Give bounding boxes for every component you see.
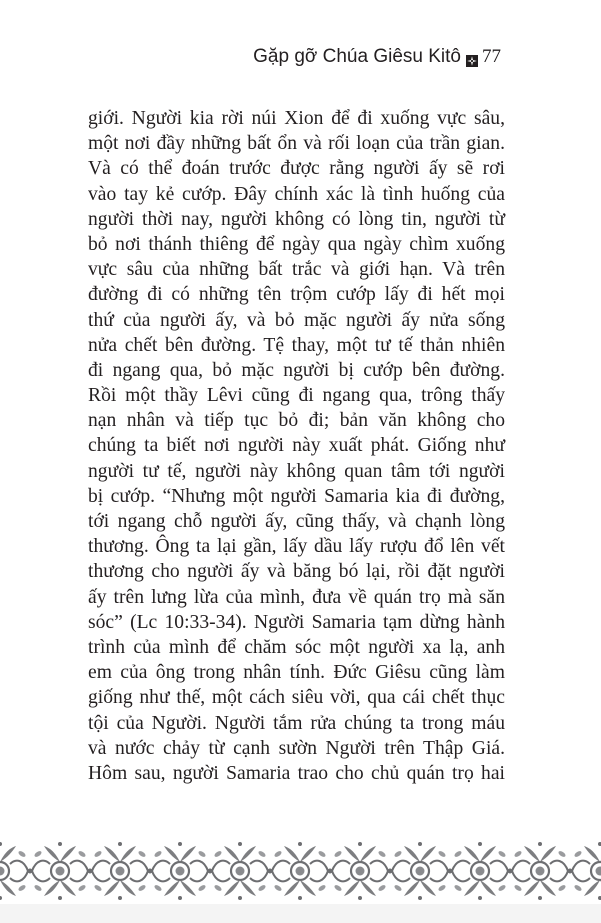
text-line: Và có thể đoán trước được rằng người ấy sẽ rơi: [88, 158, 505, 180]
text-line: bị cướp. “Nhưng một người Samaria kia đi đường,: [88, 485, 505, 507]
text-line: và nước chảy từ cạnh sườn Người trên Thập Giá.: [88, 737, 505, 759]
text-line: đường đi có những tên trộm cướp lấy đi hết mọi: [88, 284, 505, 306]
text-line: nạn nhân và tiếp tục bỏ đi; bản văn không cho: [88, 410, 505, 432]
text-line: vực sâu của những bất trắc và giới hạn. Và trên: [88, 259, 505, 281]
text-line: trình của mình để chăm sóc một người xa lạ, anh: [88, 636, 505, 658]
text-line: em của ông trong nhân tính. Đức Giêsu cũng làm: [88, 662, 505, 684]
text-line: bỏ nơi thánh thiêng để ngày qua ngày chìm xuống: [88, 233, 505, 255]
text-line: người thời nay, người không có lòng tin, người từ: [88, 208, 505, 230]
text-line: sóc” (Lc 10:33-34). Người Samaria tạm dừng hành: [88, 611, 505, 633]
text-line: vào tay kẻ cướp. Đây chính xác là tình huống của: [88, 183, 505, 205]
running-title: Gặp gỡ Chúa Giêsu Kitô: [253, 46, 461, 67]
text-line: chúng ta biết nơi người này xuất phát. Giống như: [88, 435, 505, 457]
text-line: thương. Ông ta lại gần, lấy dầu lấy rượu đổ lên vết: [88, 536, 505, 558]
text-line: ấy trên lưng lừa của mình, đưa về quán trọ mà săn: [88, 586, 505, 608]
page-number: 77: [482, 46, 501, 67]
text-line: thứ của người ấy, và bỏ mặc người ấy nửa sống: [88, 309, 505, 331]
text-line: tới ngang chỗ người ấy, cũng thấy, và chạnh lòng: [88, 511, 505, 532]
text-line: thương cho người ấy và băng bó lại, rồi đặt người: [88, 561, 505, 583]
text-line: đi ngang qua, bỏ mặc người bị cướp bên đường.: [88, 359, 505, 381]
text-line: một nơi đầy những bất ổn và rối loạn của trần gian.: [88, 133, 505, 155]
floral-border-ornament-icon: [0, 840, 601, 902]
page-bottom-margin: [0, 904, 601, 923]
running-header: [253, 46, 501, 68]
text-line: giới. Người kia rời núi Xion để đi xuống vực sâu,: [88, 108, 505, 129]
text-line: Rồi một thầy Lêvi cũng đi ngang qua, trông thấy: [88, 385, 505, 407]
text-line: nửa chết bên đường. Tệ thay, một tư tế thản nhiên: [88, 334, 505, 356]
text-line: người tư tế, người này không quan tâm tới người: [88, 460, 505, 482]
cross-ornament-icon: [466, 51, 478, 63]
text-line: giống như thế, một cách siêu vời, qua cái chết thục: [88, 687, 505, 709]
text-line: tội của Người. Người tắm rửa chúng ta trong máu: [88, 712, 505, 734]
body-text: [88, 106, 505, 786]
text-line: Hôm sau, người Samaria trao cho chủ quán trọ hai: [88, 762, 505, 784]
